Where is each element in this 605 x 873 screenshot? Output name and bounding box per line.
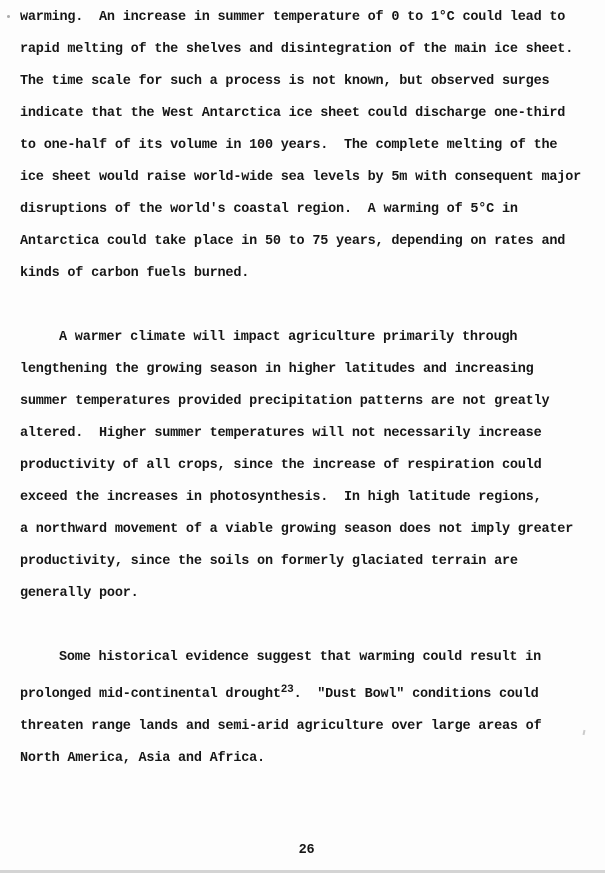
text-line: altered. Higher summer temperatures will not necessarily increase — [20, 426, 542, 441]
text-line: rapid melting of the shelves and disintegration of the main ice sheet. — [20, 42, 574, 57]
paragraph-drought — [20, 642, 605, 775]
text-line: kinds of carbon fuels burned. — [20, 266, 250, 281]
text-segment: prolonged mid-continental drought — [20, 687, 281, 702]
text-line: ice sheet would raise world-wide sea levels by 5m with consequent major — [20, 170, 581, 185]
text-line: a northward movement of a viable growing season does not imply greater — [20, 522, 574, 537]
text-line: summer temperatures provided precipitation patterns are not greatly — [20, 394, 550, 409]
text-line: productivity of all crops, since the increase of respiration could — [20, 458, 542, 473]
text-line: North America, Asia and Africa. — [20, 751, 265, 766]
paragraph-agriculture — [20, 322, 605, 610]
text-line: The time scale for such a process is not known, but observed surges — [20, 74, 550, 89]
text-line: to one-half of its volume in 100 years. The complete melting of the — [20, 138, 558, 153]
text-line: disruptions of the world's coastal region. A warming of 5°C in — [20, 202, 518, 217]
text-line: generally poor. — [20, 586, 139, 601]
text-line: threaten range lands and semi-arid agriculture over large areas of — [20, 719, 542, 734]
text-line: exceed the increases in photosynthesis. In high latitude regions, — [20, 490, 542, 505]
text-line: lengthening the growing season in higher latitudes and increasing — [20, 362, 534, 377]
text-line: warming. An increase in summer temperature of 0 to 1°C could lead to — [20, 10, 566, 25]
text-line: A warmer climate will impact agriculture primarily through — [59, 330, 518, 345]
page-number: 26 — [298, 843, 315, 858]
paragraph-ice-sheet — [20, 2, 605, 290]
text-line: productivity, since the soils on formerly glaciated terrain are — [20, 554, 518, 569]
page-body-text — [20, 2, 605, 775]
footnote-reference: 23 — [280, 684, 294, 696]
scan-artifact — [7, 15, 10, 18]
text-line: Antarctica could take place in 50 to 75 years, depending on rates and — [20, 234, 566, 249]
text-segment: . "Dust Bowl" conditions could — [293, 687, 539, 702]
text-line: indicate that the West Antarctica ice sheet could discharge one-third — [20, 106, 566, 121]
text-line-with-footnote — [20, 674, 605, 711]
text-line: Some historical evidence suggest that warming could result in — [59, 650, 541, 665]
